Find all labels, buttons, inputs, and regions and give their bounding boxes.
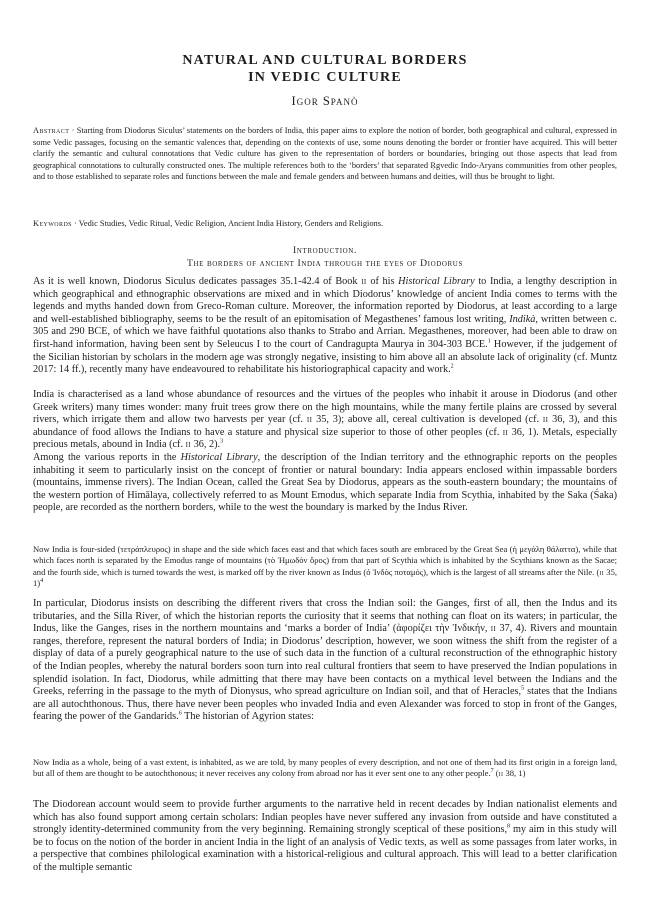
book-number: ii <box>599 566 605 577</box>
work-title: Historical Library <box>180 452 258 463</box>
book-number: ii <box>542 414 549 426</box>
abstract-label: Abstract <box>33 126 70 135</box>
book-number: ii <box>490 623 497 635</box>
text-run: ( <box>493 768 499 779</box>
text-run: In particular, Diodorus insists on describing the different rivers that cross the Indian soil: the Ganges, first of all, then the Indus and its tributaries, and the Silla River, of which the historian reports the curiosity that it seems that nothing can float on its waters; in particular, the Indus, like the Ganges, rises in the northern mountains and ‘marks a border of India’ (ἀφορίζει τὴν Ἰνδικήν, <box>33 598 617 635</box>
text-run: 36, 1). Metals, especially precious metals, abound in India (cf. <box>33 426 617 451</box>
text-run: The historian of Agyrion states: <box>181 711 314 723</box>
keywords <box>33 218 617 229</box>
footnote-ref-4[interactable]: 4 <box>40 578 44 585</box>
footnote-ref-2[interactable]: 2 <box>450 363 454 370</box>
keywords-text: Vedic Studies, Vedic Ritual, Vedic Religion, Ancient India History, Genders and Religions. <box>78 219 384 228</box>
text-run: India is characterised as a land whose abundance of resources and the virtues of the peoples who inhabit it arouse in Diodorus (and other Greek writers) many times wonder: many fruit trees grow there on the high mountains, while the many fertile plains are crossed by several rivers, which irrigate them and allow two harvests per year (cf. <box>33 389 617 426</box>
work-title: Historical Library <box>398 276 475 287</box>
keywords-separator: · <box>71 219 79 228</box>
footnote-ref-6[interactable]: 6 <box>178 710 182 717</box>
text-run: 36, 2). <box>191 439 221 451</box>
paragraph-3 <box>33 452 617 515</box>
book-number: ii <box>502 426 509 438</box>
text-run: 35, 1) <box>33 566 617 589</box>
paragraph-4 <box>33 598 617 724</box>
footnote-ref-1[interactable]: 1 <box>487 338 491 345</box>
article-author: Igor Spanò <box>291 94 359 108</box>
section-title: Introduction. <box>293 245 357 256</box>
text-run: of his <box>366 276 399 287</box>
text-run: 37, 4). Rivers and mountain ranges, therefore, represent the natural borders of India; in Diodorus’ description, however, we soon witness the shift from the register of a display of data of a purely geographical nature to the use of such data in the function of a cultural reconstruction of the ethnographic history of the Indian peoples, whereby the natural borders soon turn into real cultural frontiers that seem to have preserved the Indian populations in splendid isolation. In fact, Diodorus, while admitting that there may have been contacts on a mythical level between the Indians and the Greeks, referring in the passage to the myth of Dionysus, who spread agriculture on Indian soil, and that of Heracles, <box>33 623 617 698</box>
text-run: , the description of the Indian territory and the ethnographic reports on the peoples inhabiting it seem to particularly insist on the concept of frontier or natural boundary: India appears enclosed within impassable borders (mountains, immense rivers). The Indian Ocean, called the Great Sea by Diodorus, appears as the south-eastern boundary; the mountains of the western portion of Himālaya, collectively referred to as Mount Emodus, which separate India from Scythia, inhabited by the Saka (Śaka) people, are recorded as the northern borders, while to the west the boundary is marked by the Indus River. <box>33 452 617 514</box>
text-run: states that the Indians are all autochthonous. Thus, there have never been peoples who invaded India and even Alexander was forced to stop in front of the Ganges, fearing the power of the Gandarids. <box>33 686 618 723</box>
article-title-line-1: NATURAL AND CULTURAL BORDERS <box>182 53 468 68</box>
text-run: , written between c. 305 and 290 BCE, of which we have faithful quotations also thanks to Strabo and Arrian. Megasthenes, moreover, had been able to draw on first-hand information, having been sent by Seleucus I to the court of Candragupta Maurya in 304-303 BCE. <box>33 313 617 350</box>
section-heading <box>0 245 650 270</box>
text-run: 38, 1) <box>503 768 526 779</box>
text-run: 36, 3), and this abundance of food allows the Indians to have a stature and physical size superior to those of other peoples (cf. <box>33 414 617 438</box>
text-run: to India, a lengthy description in which geographical and ethnographic observations are mixed and in which Diodorus’ knowledge of ancient India comes to terms with the legends and myths handed down from Greco-Roman culture. Moreover, the information reported by Diodorus, at least according to a large and well-established bibliography, seems to be the result of an epitomisation of Megasthenes’ famous lost writing, <box>33 276 617 325</box>
footnote-ref-7[interactable]: 7 <box>490 768 494 775</box>
text-run: my aim in this study will be to focus on the notion of the border in ancient India in the light of an analysis of Vedic texts, as well as some passages from later works, in a perspective that combines philological examination with a historical-religious and cultural approach. This will lead to a better clarification of the multiple semantic <box>33 824 617 873</box>
text-run: The Diodorean account would seem to provide further arguments to the narrative held in recent decades by Indian nationalist elements and which has also found support among certain scholars: Indian peoples have never suffered any invasion from outside and have constituted a strongly identity-determined community from the very beginning. Remaining strongly sceptical of these positions, <box>33 799 617 836</box>
section-subtitle: The borders of ancient India through the eyes of Diodorus <box>187 257 463 269</box>
article-title-line-2: IN VEDIC CULTURE <box>248 70 402 85</box>
article-title <box>0 52 650 86</box>
abstract-separator: · <box>69 126 77 135</box>
book-number: ii <box>361 276 367 287</box>
book-number: ii <box>306 414 313 426</box>
book-number: ii <box>498 768 504 779</box>
footnote-ref-8[interactable]: 8 <box>507 823 511 830</box>
paragraph-5 <box>33 799 617 875</box>
text-run: Now India as a whole, being of a vast extent, is inhabited, as we are told, by many peoples of every description, and not one of them had its first origin in a foreign land, but all of them are thought to be autochthonous; it never receives any colony from abroad nor has it ever sent one to any other people. <box>33 757 617 779</box>
book-number: ii <box>185 439 192 451</box>
paragraph-1 <box>33 276 617 377</box>
footnote-ref-3[interactable]: 3 <box>220 438 224 445</box>
block-quote-1 <box>33 544 617 590</box>
text-run: However, if the judgement of the Sicilian historian by scholars in the modern age was strongly negative, insisting to him above all an absolute lack of originality (cf. Muntz 2017: 14 ff.), recently many have endeavoured to rehabilitate his historiographical capacity and work. <box>33 338 617 376</box>
text-run: As it is well known, Diodorus Siculus dedicates passages 35.1-42.4 of Book <box>33 276 362 287</box>
keywords-label: Keywords <box>33 219 72 228</box>
paragraph-2 <box>33 389 617 452</box>
text-run: Now India is four-sided (τετράπλευρος) in shape and the side which faces east and that which faces south are embraced by the Great Sea (ἡ μεγάλη θάλαττα), while that which faces north is separated by the Emodus range of mountains (τὸ Ἠμωδὸν ὄρος) from that part of Scythia which is inhabited by the Scythians known as the Sacae; and the fourth side, which is turned towards the west, is marked off by the river known as Indus (ὁ Ἰνδὸς ποταμός), which is the largest of all streams after the Nile. ( <box>33 544 617 577</box>
abstract <box>33 125 617 183</box>
abstract-text: Starting from Diodorus Siculus’ statements on the borders of India, this paper aims to explore the notion of border, both geographical and cultural, expressed in some Vedic passages, focusing on the semantic valences that, depending on the contexts of use, some nouns denoting the border or frontier have acquired. This will better clarify the semantic and cultural connotations that Vedic culture has given to the representation of borders or boundaries, bringing out those aspects that lead from geographical connotations to culturally constructed ones. The multiple references both to the ‘borders’ that separated Ṛgvedic Indo-Aryans communities from other peoples, and to those established to separate roles and functions between the male and female genders and between humans and deities, will thus be brought to light. <box>33 126 617 181</box>
work-title: Indikà <box>509 313 536 325</box>
block-quote-2 <box>33 757 617 780</box>
text-run: 35, 3); above all, cereal cultivation is developed (cf. <box>312 414 543 426</box>
text-run: Among the various reports in the <box>33 452 181 463</box>
footnote-ref-5[interactable]: 5 <box>521 685 525 692</box>
